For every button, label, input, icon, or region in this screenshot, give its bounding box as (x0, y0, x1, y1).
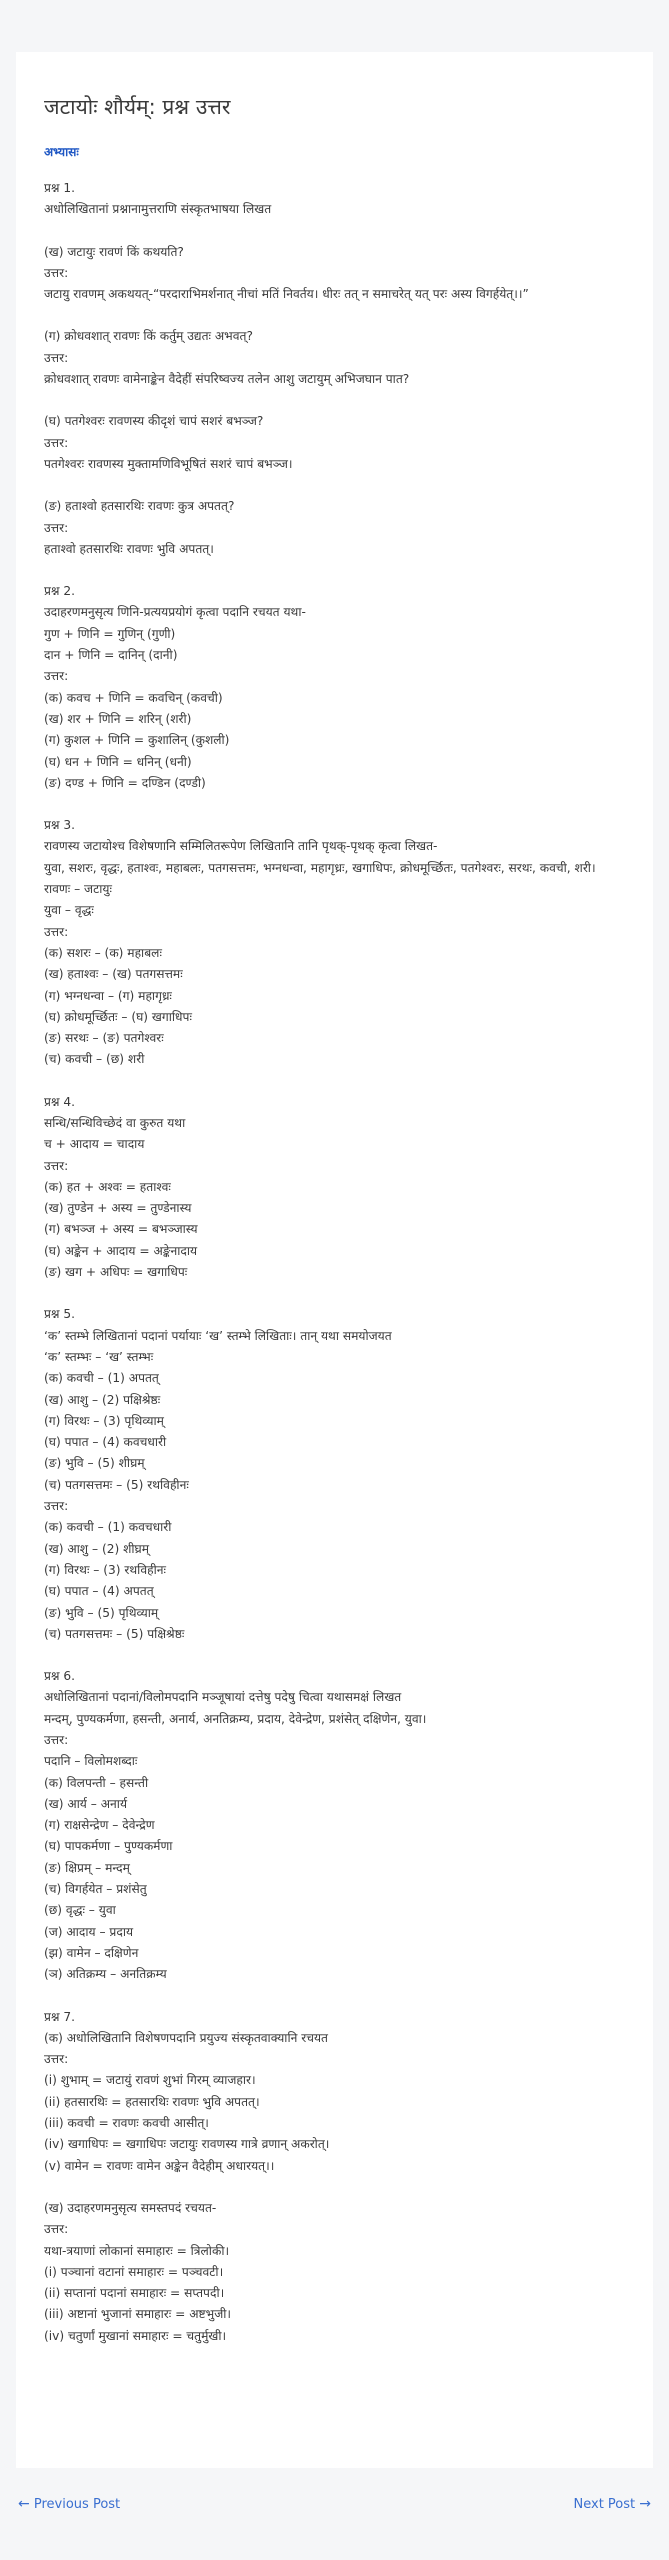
qa-section (44, 326, 625, 390)
text-line: प्रश्न 7. (44, 2009, 76, 2024)
text-line: (ज) आदाय – प्रदाय (44, 1924, 134, 1939)
text-line: (iii) अष्टानां भुजानां समाहारः = अष्टभुजी। (44, 2307, 232, 2322)
text-line: (ग) बभञ्ज + अस्य = बभञ्जास्य (44, 1222, 198, 1237)
qa-section (44, 2007, 625, 2177)
text-line: (च) कवची – (छ) शरी (44, 1052, 145, 1067)
text-line: (क) अधोलिखितानि विशेषणपदानि प्रयुज्य संस्कृतवाक्यानि रचयत (44, 2030, 328, 2045)
text-line: (ग) राक्षसेन्द्रेण – देवेन्द्रेण (44, 1818, 155, 1833)
text-line: (क) कवची – (1) कवचधारी (44, 1520, 172, 1535)
text-line: (छ) वृद्धः – युवा (44, 1903, 116, 1918)
text-line: उत्तर: (44, 265, 69, 280)
text-line: मन्दम्, पुण्यकर्मणा, हसन्ती, अनार्य, अनतिक्रम्य, प्रदाय, देवेन्द्रेण, प्रशंसेत् दक्षिणेन, युवा। (44, 1711, 427, 1726)
text-line: (घ) पपात – (4) अपतत् (44, 1584, 154, 1599)
text-line: (घ) धन + णिनि = धनिन् (धनी) (44, 754, 192, 769)
text-line: (ङ) क्षिप्रम् – मन्दम् (44, 1860, 130, 1875)
arrow-left-icon: ← (18, 2496, 30, 2512)
next-post-label: Next Post (573, 2497, 636, 2512)
text-line: (ख) उदाहरणमनुसृत्य समस्तपदं रचयत- (44, 2200, 217, 2215)
text-line: प्रश्न 1. (44, 181, 76, 195)
text-line: (iii) कवची = रावणः कवची आसीत्। (44, 2116, 209, 2131)
text-line: (ञ) अतिक्रम्य – अनतिक्रम्य (44, 1967, 167, 1982)
text-line: प्रश्न 6. (44, 1669, 76, 1684)
text-line: (ग) कुशल + णिनि = कुशालिन् (कुशली) (44, 733, 230, 748)
text-line: उत्तर: (44, 520, 69, 535)
previous-post-label: Previous Post (33, 2497, 121, 2512)
text-line: उत्तर: (44, 1158, 69, 1173)
text-line: उत्तर: (44, 435, 69, 450)
qa-section (44, 1304, 625, 1645)
qa-section (44, 178, 625, 221)
text-line: (घ) पपात – (4) कवचधारी (44, 1435, 167, 1450)
text-line: (च) विगर्हयेत – प्रशंसेतु (44, 1882, 147, 1897)
text-line: (क) कवची – (1) अपतत् (44, 1371, 159, 1386)
text-line: (च) पतगसत्तमः – (5) पक्षिश्रेष्ठः (44, 1626, 185, 1641)
text-line: च + आदाय = चादाय (44, 1137, 145, 1152)
text-line: जटायु रावणम् अकथयत्-“परदाराभिमर्शनात् नीचां मतिं निवर्तय। धीरः तत् न समाचरेत् यत् परः अस्य विगर्हयेत्।।” (44, 287, 529, 302)
qa-section (44, 2198, 625, 2347)
text-line: (क) सशरः – (क) महाबलः (44, 945, 162, 960)
text-line: उत्तर: (44, 669, 69, 684)
text-line: (ख) हताश्वः – (ख) पतगसत्तमः (44, 967, 183, 982)
text-line: रावणस्य जटायोश्च विशेषणानि सम्मिलितरूपेण लिखितानि तानि पृथक्-पृथक् कृत्वा लिखत- (44, 839, 438, 854)
text-line: (च) पतगसत्तमः – (5) रथविहीनः (44, 1477, 189, 1492)
text-line: युवा, सशरः, वृद्धः, हताश्वः, महाबलः, पतगसत्तमः, भग्नधन्वा, महागृध्रः, खगाधिपः, क्रोधमूर्च्छितः, पतगेश्वरः, सरथः, कवची, शरी। (44, 860, 596, 875)
text-line: (ख) आशु – (2) पक्षिश्रेष्ठः (44, 1392, 161, 1407)
previous-post-link[interactable] (18, 2494, 120, 2515)
text-line: (ग) क्रोधवशात् रावणः किं कर्तुम् उद्यतः अभवत्? (44, 329, 253, 344)
text-line: अधोलिखितानां प्रश्नानामुत्तराणि संस्कृतभाषया लिखत (44, 202, 272, 217)
text-line: यथा-त्रयाणां लोकानां समाहारः = त्रिलोकी। (44, 2243, 230, 2258)
text-line: (झ) वामेन – दक्षिणेन (44, 1945, 139, 1960)
text-line: (ख) आशु – (2) शीघ्रम् (44, 1541, 150, 1556)
qa-section (44, 1092, 625, 1284)
text-line: (i) शुभाम् = जटायुं रावणं शुभां गिरम् व्याजहार। (44, 2073, 256, 2088)
qa-section (44, 581, 625, 794)
text-line: (i) पञ्चानां वटानां समाहारः = पञ्चवटी। (44, 2264, 224, 2279)
text-line: (ii) सप्तानां पदानां समाहारः = सप्तपदी। (44, 2286, 225, 2301)
text-line: (ङ) सरथः – (ङ) पतगेश्वरः (44, 1031, 164, 1046)
text-line: (क) हत + अश्वः = हताश्वः (44, 1179, 171, 1194)
page-title: जटायोः शौर्यम्: प्रश्न उत्तर (44, 95, 231, 119)
text-line: (घ) पतगेश्वरः रावणस्य कीदृशं चापं सशरं बभञ्ज? (44, 414, 264, 429)
text-line: (iv) चतुर्णां मुखानां समाहारः = चतुर्मुखी। (44, 2328, 227, 2343)
text-line: (ग) विरथः – (3) रथविहीनः (44, 1562, 166, 1577)
text-line: (ग) विरथः – (3) पृथिव्याम् (44, 1413, 164, 1428)
text-line: (ङ) भुवि – (5) शीघ्रम् (44, 1456, 145, 1471)
text-line: (ङ) भुवि – (5) पृथिव्याम् (44, 1605, 159, 1620)
text-line: (ख) शर + णिनि = शरिन् (शरी) (44, 711, 192, 726)
text-line: (ख) आर्य – अनार्य (44, 1796, 128, 1811)
text-line: (ग) भग्नधन्वा – (ग) महागृध्रः (44, 988, 172, 1003)
text-line: (v) वामेन = रावणः वामेन अङ्केन वैदेहीम् अधारयत्।। (44, 2158, 275, 2173)
text-line: रावणः – जटायुः (44, 882, 112, 897)
text-line: हताश्वो हतसारथिः रावणः भुवि अपतत्। (44, 541, 214, 556)
text-line: दान + णिनि = दानिन् (दानी) (44, 648, 178, 663)
qa-section (44, 1666, 625, 1985)
text-line: (ङ) खग + अधिपः = खगाधिपः (44, 1265, 188, 1280)
text-line: (ख) जटायुः रावणं किं कथयति? (44, 244, 184, 259)
qa-section (44, 411, 625, 475)
section-subheading: अभ्यासः (44, 145, 79, 159)
text-line: ‘क’ स्तम्भः – ‘ख’ स्तम्भः (44, 1349, 154, 1364)
text-line: उत्तर: (44, 1499, 69, 1514)
text-line: उत्तर: (44, 1733, 69, 1747)
next-post-link[interactable] (574, 2494, 652, 2515)
article-body (44, 178, 625, 2347)
text-line: उत्तर: (44, 2222, 69, 2237)
text-line: (क) विलपन्ती – हसन्ती (44, 1775, 149, 1790)
text-line: (क) कवच + णिनि = कवचिन् (कवची) (44, 690, 223, 705)
text-line: (ङ) दण्ड + णिनि = दण्डिन (दण्डी) (44, 775, 206, 790)
text-line: प्रश्न 3. (44, 818, 76, 833)
text-line: पदानि – विलोमशब्दाः (44, 1754, 138, 1769)
text-line: क्रोधवशात् रावणः वामेनाङ्केन वैदेहीं संपरिष्वज्य तलेन आशु जटायुम् अभिजघान पात? (44, 372, 410, 387)
text-line: पतगेश्वरः रावणस्य मुक्तामणिविभूषितं सशरं चापं बभञ्ज। (44, 456, 293, 471)
text-line: (घ) पापकर्मणा – पुण्यकर्मणा (44, 1839, 173, 1854)
arrow-right-icon: → (639, 2496, 651, 2512)
text-line: गुण + णिनि = गुणिन् (गुणी) (44, 626, 176, 641)
text-line: उत्तर: (44, 350, 69, 365)
text-line: उदाहरणमनुसृत्य णिनि-प्रत्ययप्रयोगं कृत्वा पदानि रचयत यथा- (44, 605, 306, 620)
text-line: (ङ) हताश्वो हतसारथिः रावणः कुत्र अपतत्? (44, 499, 235, 514)
article-card (16, 52, 653, 2468)
qa-section (44, 815, 625, 1071)
text-line: (घ) अङ्केन + आदाय = अङ्केनादाय (44, 1243, 198, 1258)
text-line: प्रश्न 4. (44, 1094, 76, 1109)
text-line: सन्धि/सन्धिविच्छेदं वा कुरुत यथा (44, 1115, 186, 1130)
text-line: (ii) हतसारथिः = हतसारथिः रावणः भुवि अपतत्। (44, 2094, 260, 2109)
text-line: (घ) क्रोधमूर्च्छितः – (घ) खगाधिपः (44, 1009, 192, 1024)
text-line: प्रश्न 2. (44, 584, 76, 599)
qa-section (44, 496, 625, 560)
text-line: उत्तर: (44, 924, 69, 939)
text-line: युवा – वृद्धः (44, 903, 94, 918)
text-line: प्रश्न 5. (44, 1307, 76, 1322)
text-line: उत्तर: (44, 2052, 69, 2067)
qa-section (44, 242, 625, 306)
text-line: अधोलिखितानां पदानां/विलोमपदानि मञ्जूषायां दत्तेषु पदेषु चित्वा यथासमक्षं लिखत (44, 1690, 402, 1705)
text-line: ‘क’ स्तम्भे लिखितानां पदानां पर्यायाः ‘ख’ स्तम्भे लिखिताः। तान् यथा समयोजयत (44, 1328, 392, 1343)
text-line: (ख) तुण्डेन + अस्य = तुण्डेनास्य (44, 1201, 192, 1216)
text-line: (iv) खगाधिपः = खगाधिपः जटायुः रावणस्य गात्रे व्रणान् अकरोत्। (44, 2137, 330, 2152)
